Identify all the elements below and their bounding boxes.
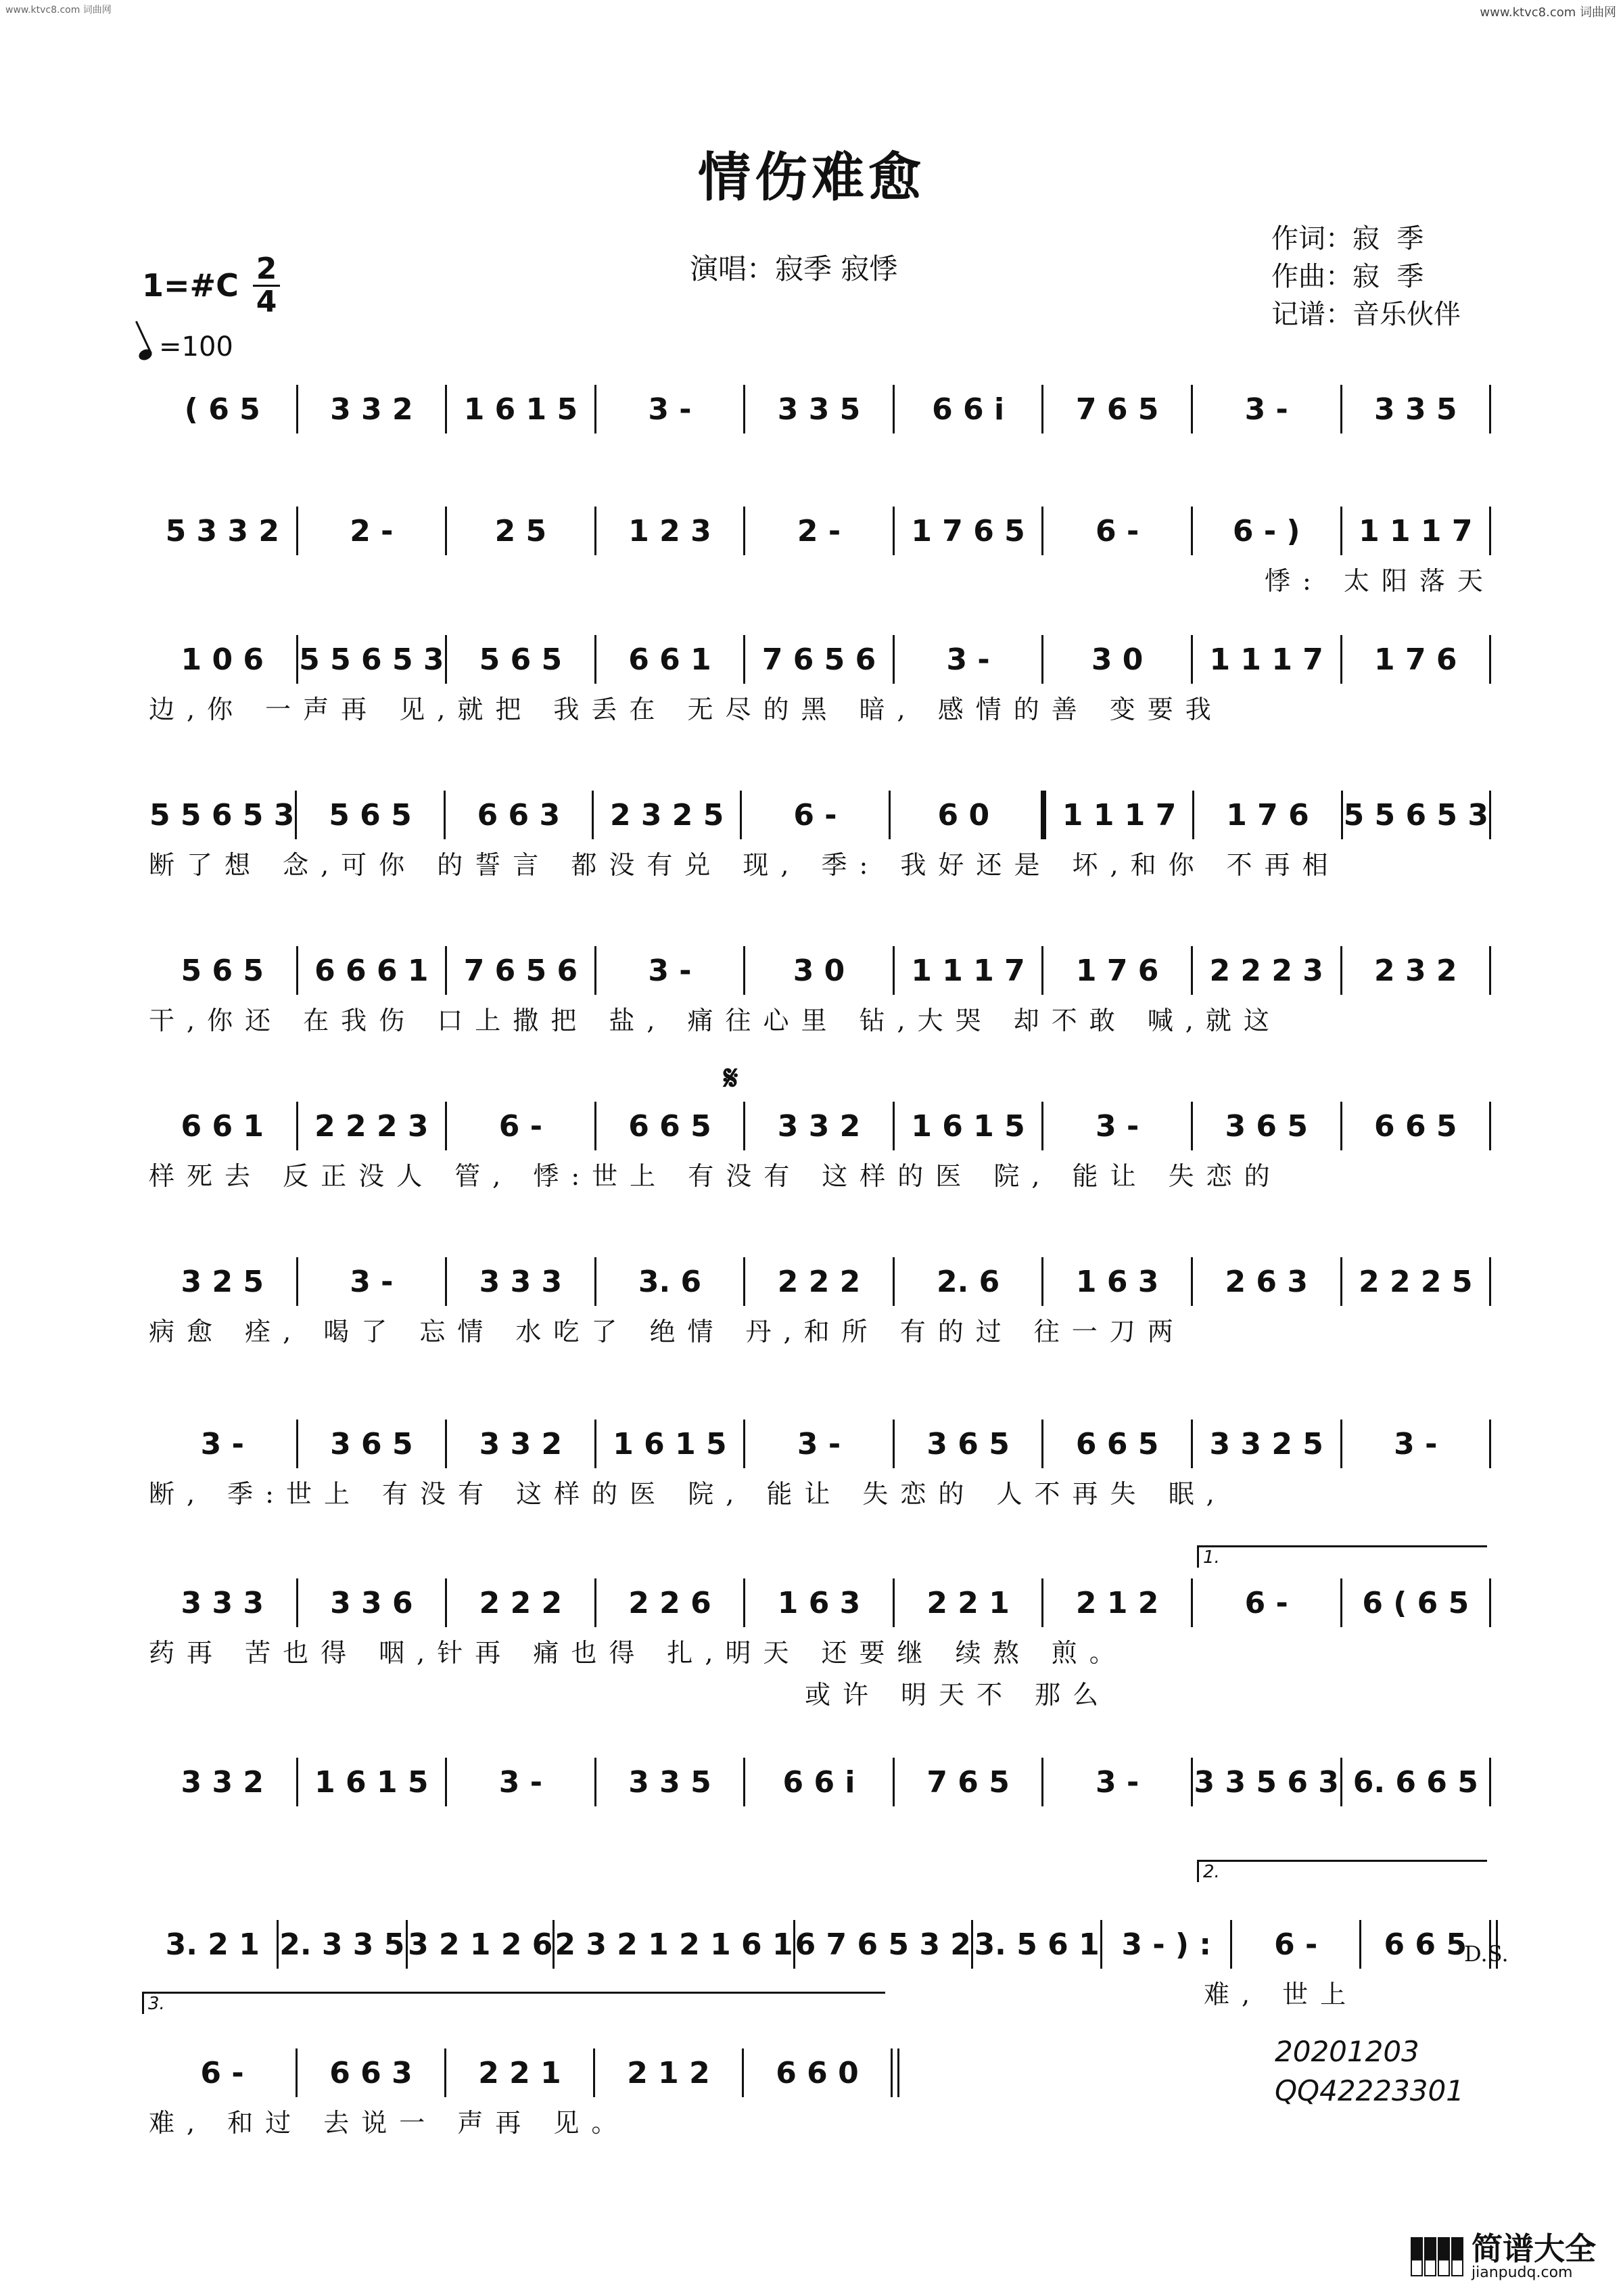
- measure: 6 6 5: [1075, 1426, 1159, 1461]
- measure: 3 -: [498, 1764, 542, 1800]
- measure: 6 6 5: [1374, 1108, 1457, 1144]
- measure: 1 0 6: [181, 642, 264, 677]
- measure: 3 -: [1096, 1108, 1139, 1144]
- volta-1: 1.: [1197, 1545, 1487, 1568]
- lyrics-line: 边,你 一声再 见,就把 我丢在 无尽的黑 暗, 感情的善 变要我: [149, 695, 1223, 724]
- measure: 3 3 3: [181, 1585, 264, 1620]
- measure: 3 3 5: [777, 392, 861, 427]
- notes-row: [149, 636, 1491, 683]
- segno-icon: 𝄋: [724, 1058, 738, 1098]
- measure: 6 6 i: [932, 392, 1005, 427]
- measure: 6 -: [793, 797, 837, 833]
- volta-3: 3.: [142, 1992, 885, 2014]
- measure: 3 -: [1244, 392, 1288, 427]
- measure: ( 6 5: [184, 392, 260, 427]
- transcriber-credit: 记谱：音乐伙伴: [1271, 299, 1461, 330]
- measure: 6 6 5: [628, 1108, 711, 1144]
- notes-row: [149, 1758, 1491, 1806]
- measure: 3 -: [797, 1426, 841, 1461]
- measure: 1 1 1 7: [1062, 797, 1177, 833]
- lyrics-line: 难, 世上: [1204, 1979, 1359, 2009]
- measure: 6 6 1: [181, 1108, 264, 1144]
- measure: 7 6 5: [926, 1764, 1010, 1800]
- barline: [1489, 507, 1491, 555]
- score-system: [149, 1579, 1491, 1710]
- measure: 6 6 i: [782, 1764, 855, 1800]
- measure: 2. 6: [936, 1264, 1000, 1299]
- measure: 6 6 6 1: [314, 953, 429, 988]
- score-system: [149, 947, 1491, 1035]
- measure: 1 6 3: [1075, 1264, 1159, 1299]
- measure: 3 3 5 6 3: [1194, 1764, 1339, 1800]
- notes-row: [149, 385, 1491, 433]
- notes-row: [149, 947, 1491, 994]
- barline: [1489, 946, 1491, 995]
- lyrics-line: 难, 和过 去说一 声再 见。: [149, 2108, 630, 2138]
- logo-main: 简谱大全: [1472, 2230, 1596, 2267]
- notes-row: [149, 507, 1491, 555]
- measure: 3 3 5: [1374, 392, 1457, 427]
- score-system: [149, 2049, 893, 2138]
- song-title: 情伤难愈: [697, 147, 925, 208]
- measure: 1 6 1 5: [314, 1764, 429, 1800]
- measure: 6 6 0: [776, 2055, 859, 2090]
- lyrics-line: 断, 季:世上 有没有 这样的医 院, 能让 失恋的 人不再失 眠,: [149, 1479, 1227, 1509]
- measure: 2 2 2 3: [314, 1108, 429, 1144]
- measure: 3 3 2 5: [1209, 1426, 1323, 1461]
- measure: 3 - ) :: [1121, 1927, 1211, 1962]
- credits: [1271, 220, 1461, 333]
- measure: 6 -: [498, 1108, 542, 1144]
- tempo-marking: [139, 331, 233, 362]
- measure: 6. 6 6 5: [1352, 1764, 1478, 1800]
- measure: 1 1 1 7: [911, 953, 1025, 988]
- measure: 3 3 2: [479, 1426, 563, 1461]
- measure: 6 -: [200, 2055, 244, 2090]
- measure: 3 2 1 2 6: [408, 1927, 553, 1962]
- measure: 5 5 6 5 3: [1343, 797, 1488, 833]
- lyrics-line: 样死去 反正没人 管, 悸:世上 有没有 这样的医 院, 能让 失恋的: [149, 1161, 1282, 1191]
- barline: [1489, 1758, 1491, 1806]
- measure: 3 -: [200, 1426, 244, 1461]
- barline: [891, 2048, 893, 2097]
- ds-marking: D.S.: [1464, 1941, 1509, 1967]
- barline: [1041, 791, 1046, 839]
- score-system: [149, 507, 1495, 596]
- score-system: [149, 385, 1491, 433]
- score-system: [149, 791, 1491, 880]
- measure: 6 0: [937, 797, 990, 833]
- measure: 2 6 3: [1225, 1264, 1308, 1299]
- measure: 2 2 2: [479, 1585, 563, 1620]
- measure: 3 3 3: [479, 1264, 563, 1299]
- measure: 5 6 5: [181, 953, 264, 988]
- measure: 1 6 3: [777, 1585, 861, 1620]
- measure: 6 6 5: [1384, 1927, 1467, 1962]
- measure: 3 -: [350, 1264, 394, 1299]
- time-signature-top: 2: [256, 252, 277, 286]
- barline: [1489, 635, 1491, 684]
- measure: 6 -: [1244, 1585, 1288, 1620]
- measure: 5 6 5: [479, 642, 563, 677]
- site-logo: [1411, 2232, 1596, 2281]
- measure: 2 -: [797, 513, 841, 548]
- measure: 6 6 1: [628, 642, 711, 677]
- measure: 3. 6: [638, 1264, 702, 1299]
- measure: 1 7 6: [1374, 642, 1457, 677]
- measure: 3 2 5: [181, 1264, 264, 1299]
- measure: 6 - ): [1232, 513, 1300, 548]
- measure: 1 6 1 5: [911, 1108, 1025, 1144]
- measure: 1 7 6: [1226, 797, 1309, 833]
- barline: [1489, 1102, 1491, 1150]
- measure: 3 -: [946, 642, 990, 677]
- barline: [1489, 1257, 1491, 1306]
- time-signature-bottom: 4: [256, 285, 277, 319]
- measure: 1 6 1 5: [463, 392, 578, 427]
- measure: 1 7 6: [1075, 953, 1159, 988]
- tempo-value: =100: [159, 331, 233, 362]
- measure: 3 -: [1096, 1764, 1139, 1800]
- measure: 3 3 5: [628, 1764, 711, 1800]
- barline: [1489, 385, 1491, 434]
- measure: 7 6 5 6: [463, 953, 578, 988]
- measure: 1 7 6 5: [911, 513, 1025, 548]
- score-system: [149, 1420, 1491, 1509]
- header-left: www.ktvc8.com 词曲网: [5, 5, 112, 16]
- measure: 2 2 2: [777, 1264, 861, 1299]
- measure: 3 3 2: [330, 392, 413, 427]
- notes-row: [149, 1921, 1491, 1968]
- lyrics-line: 药再 苦也得 咽,针再 痛也得 扎,明天 还要继 续熬 煎。: [149, 1638, 1127, 1668]
- measure: 5 6 5: [329, 797, 412, 833]
- lyrics-line: 断了想 念,可你 的誓言 都没有兑 现, 季: 我好还是 坏,和你 不再相: [149, 850, 1340, 880]
- measure: 6 6 3: [477, 797, 561, 833]
- volta-2: 2.: [1197, 1860, 1487, 1882]
- measure: 1 6 1 5: [613, 1426, 727, 1461]
- measure: 3 6 5: [926, 1426, 1010, 1461]
- barline: [1489, 1420, 1491, 1468]
- measure: 3 3 2: [181, 1764, 264, 1800]
- measure: 7 6 5 6: [761, 642, 876, 677]
- measure: 3 6 5: [1225, 1108, 1308, 1144]
- qq-text: QQ42223301: [1275, 2074, 1464, 2107]
- measure: 6 -: [1274, 1927, 1318, 1962]
- measure: 2 2 1: [926, 1585, 1010, 1620]
- measure: 3 0: [1091, 642, 1144, 677]
- measure: 3 3 2: [777, 1108, 861, 1144]
- measure: 3 3 6: [330, 1585, 413, 1620]
- measure: 2 3 2 5: [609, 797, 724, 833]
- measure: 6 7 6 5 3 2: [795, 1927, 971, 1962]
- logo-sub: jianpudq.com: [1472, 2264, 1573, 2281]
- measure: 5 3 3 2: [165, 513, 279, 548]
- measure: 3. 5 6 1: [974, 1927, 1100, 1962]
- measure: 2 2 2 3: [1209, 953, 1323, 988]
- barline: [1489, 791, 1491, 839]
- measure: 2 3 2: [1374, 953, 1457, 988]
- measure: 2 -: [350, 513, 394, 548]
- measure: 2 3 2 1 2 1 6 1: [555, 1927, 793, 1962]
- lyricist-credit: 作词：寂 季: [1271, 223, 1424, 254]
- measure: 5 5 6 5 3: [149, 797, 295, 833]
- composer-credit: 作曲：寂 季: [1271, 261, 1424, 292]
- measure: 6 ( 6 5: [1362, 1585, 1469, 1620]
- notes-row: [149, 1258, 1491, 1305]
- measure: 2 1 2: [1075, 1585, 1159, 1620]
- score-system: [149, 1921, 1491, 2009]
- score-system: [149, 1102, 1491, 1191]
- measure: 2. 3 3 5: [279, 1927, 405, 1962]
- measure: 3 -: [648, 392, 692, 427]
- date-stamp: [1275, 2032, 1464, 2111]
- measure: 1 2 3: [628, 513, 711, 548]
- measure: 3 -: [648, 953, 692, 988]
- measure: 2 1 2: [627, 2055, 710, 2090]
- measure: 3 0: [793, 953, 845, 988]
- score-system: [149, 636, 1491, 724]
- lyrics-line-alt: 或许 明天不 那么: [805, 1680, 1111, 1710]
- measure: 2 5: [494, 513, 547, 548]
- date-text: 20201203: [1275, 2035, 1419, 2068]
- measure: 2 2 2 5: [1359, 1264, 1473, 1299]
- piano-icon: [1411, 2237, 1465, 2276]
- notes-row: [149, 1579, 1491, 1626]
- score-system: [149, 1758, 1491, 1806]
- measure: 5 5 6 5 3: [299, 642, 444, 677]
- time-signature: [252, 254, 281, 318]
- measure: 6 6 3: [329, 2055, 413, 2090]
- measure: 3 -: [1394, 1426, 1438, 1461]
- notes-row: [149, 2049, 893, 2096]
- measure: 2 2 6: [628, 1585, 711, 1620]
- quarter-note-icon: [137, 347, 154, 362]
- measure: 3. 2 1: [165, 1927, 260, 1962]
- lyrics-line: 悸: 太阳落天: [1265, 566, 1495, 596]
- measure: 1 1 1 7: [1359, 513, 1473, 548]
- measure: 1 1 1 7: [1209, 642, 1323, 677]
- measure: 6 -: [1096, 513, 1139, 548]
- lyrics-line: 病愈 痊, 喝了 忘情 水吃了 绝情 丹,和所 有的过 往一刀两: [149, 1317, 1185, 1346]
- singer-credit: 演唱：寂季 寂悸: [690, 252, 898, 285]
- key-signature: 1=#C: [142, 267, 239, 304]
- notes-row: [149, 1102, 1491, 1150]
- notes-row: [149, 1420, 1491, 1468]
- barline: [1489, 1578, 1491, 1627]
- score-system: [149, 1258, 1491, 1346]
- lyrics-line: 干,你还 在我伤 口上撒把 盐, 痛往心里 钻,大哭 却不敢 喊,就这: [149, 1006, 1281, 1035]
- notes-row: [149, 791, 1491, 839]
- measure: 2 2 1: [478, 2055, 561, 2090]
- header-right: www.ktvc8.com 词曲网: [1480, 5, 1616, 20]
- measure: 3 6 5: [330, 1426, 413, 1461]
- measure: 7 6 5: [1075, 392, 1159, 427]
